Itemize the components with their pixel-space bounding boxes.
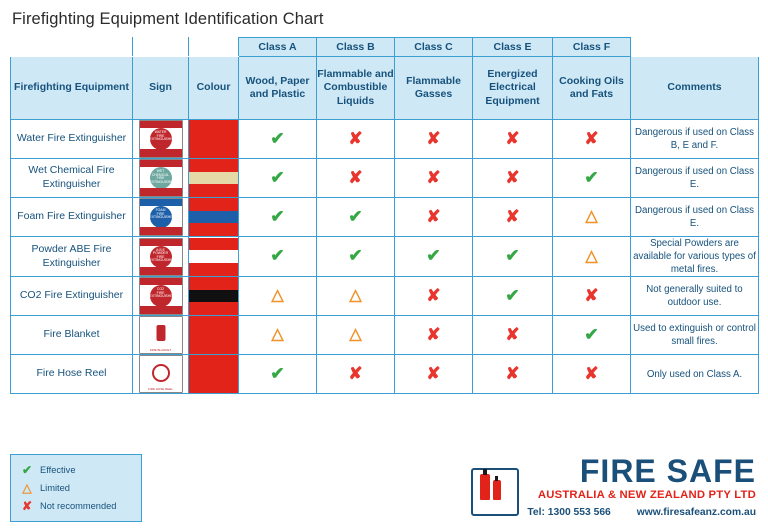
brand-text	[527, 455, 756, 518]
mark-class-c: ✘	[395, 355, 473, 394]
col-class-b-desc: Flammable and Combustible Liquids	[317, 57, 395, 120]
row-equipment-label: Wet Chemical Fire Extinguisher	[11, 159, 133, 198]
col-class-e-desc: Energized Electrical Equipment	[473, 57, 553, 120]
triangle-icon: △	[22, 481, 32, 495]
mark-class-e: ✔	[473, 277, 553, 316]
legend-item-effective	[19, 461, 133, 479]
sign-fire-hose-reel-icon: FIRE HOSE REEL	[133, 355, 189, 394]
mark-class-f: △	[553, 198, 631, 237]
table-header-main	[11, 57, 759, 120]
mark-class-a: △	[239, 277, 317, 316]
tick-icon: ✔	[21, 463, 33, 477]
col-comments: Comments	[631, 57, 759, 120]
legend-item-not-recommended	[19, 497, 133, 515]
row-comment: Special Powders are available for various types of metal fires.	[631, 237, 759, 277]
col-sign: Sign	[133, 57, 189, 120]
mark-class-f: ✘	[553, 120, 631, 159]
equipment-table	[10, 37, 759, 394]
brand-block	[469, 455, 756, 518]
colour-swatch-red	[189, 316, 239, 355]
col-class-a-desc: Wood, Paper and Plastic	[239, 57, 317, 120]
brand-contact	[527, 507, 756, 518]
colour-swatch-red-oatmeal	[189, 159, 239, 198]
mark-class-e: ✘	[473, 159, 553, 198]
colour-swatch-red-black	[189, 277, 239, 316]
mark-class-c: ✘	[395, 120, 473, 159]
table-header-classes	[11, 38, 759, 57]
sign-wet-chemical-fire-extinguisher-icon: WET CHEMICAL FIRE EXTINGUISHER	[133, 159, 189, 198]
legend-label: Effective	[40, 465, 76, 475]
header-class-a: Class A	[239, 38, 317, 57]
table-row	[11, 277, 759, 316]
mark-class-a: △	[239, 316, 317, 355]
row-comment: Only used on Class A.	[631, 355, 759, 394]
mark-class-e: ✔	[473, 237, 553, 277]
header-class-f: Class F	[553, 38, 631, 57]
col-class-f-desc: Cooking Oils and Fats	[553, 57, 631, 120]
sign-foam-fire-extinguisher-icon: FOAM FIRE EXTINGUISHER	[133, 198, 189, 237]
sign-water-fire-extinguisher-icon: WATER FIRE EXTINGUISHER	[133, 120, 189, 159]
colour-swatch-red-white	[189, 237, 239, 277]
row-comment: Dangerous if used on Class E.	[631, 198, 759, 237]
mark-class-b: ✘	[317, 159, 395, 198]
mark-class-b: ✘	[317, 120, 395, 159]
sign-fire-blanket-icon: FIRE BLANKET	[133, 316, 189, 355]
mark-class-c: ✘	[395, 198, 473, 237]
mark-class-f: ✔	[553, 159, 631, 198]
brand-subtitle: AUSTRALIA & NEW ZEALAND PTY LTD	[537, 489, 756, 501]
legend	[10, 454, 142, 522]
brand-name: FIRE SAFE	[579, 453, 756, 489]
mark-class-a: ✔	[239, 198, 317, 237]
mark-class-f: ✘	[553, 277, 631, 316]
mark-class-b: ✔	[317, 198, 395, 237]
row-equipment-label: Fire Hose Reel	[11, 355, 133, 394]
header-spacer-colour	[189, 38, 239, 57]
header-spacer-sign	[133, 38, 189, 57]
mark-class-e: ✘	[473, 198, 553, 237]
table-row	[11, 237, 759, 277]
fire-extinguisher-logo-icon	[469, 464, 517, 516]
colour-swatch-red	[189, 355, 239, 394]
cross-icon: ✘	[21, 499, 33, 513]
mark-class-f: ✔	[553, 316, 631, 355]
legend-label: Limited	[40, 483, 70, 493]
colour-swatch-red-blue	[189, 198, 239, 237]
row-equipment-label: Powder ABE Fire Extinguisher	[11, 237, 133, 277]
row-comment: Used to extinguish or control small fires.	[631, 316, 759, 355]
brand-phone: Tel: 1300 553 566	[527, 507, 611, 518]
row-equipment-label: Water Fire Extinguisher	[11, 120, 133, 159]
mark-class-a: ✔	[239, 237, 317, 277]
col-colour: Colour	[189, 57, 239, 120]
table-row	[11, 159, 759, 198]
sign-co2-fire-extinguisher-icon: CO2 FIRE EXTINGUISHER	[133, 277, 189, 316]
table-row	[11, 120, 759, 159]
page-title: Firefighting Equipment Identification Chart	[12, 10, 324, 28]
header-class-c: Class C	[395, 38, 473, 57]
legend-label: Not recommended	[40, 501, 117, 511]
mark-class-b: ✘	[317, 355, 395, 394]
header-class-b: Class B	[317, 38, 395, 57]
mark-class-e: ✘	[473, 316, 553, 355]
header-class-e: Class E	[473, 38, 553, 57]
mark-class-a: ✔	[239, 120, 317, 159]
table-row	[11, 355, 759, 394]
mark-class-b: ✔	[317, 237, 395, 277]
mark-class-c: ✔	[395, 237, 473, 277]
mark-class-f: ✘	[553, 355, 631, 394]
mark-class-c: ✘	[395, 316, 473, 355]
mark-class-e: ✘	[473, 355, 553, 394]
sign-abe-powder-fire-extinguisher-icon: A:B:E POWDER FIRE EXTINGUISHER	[133, 237, 189, 277]
table-row	[11, 198, 759, 237]
brand-website[interactable]: www.firesafeanz.com.au	[636, 507, 756, 518]
row-equipment-label: Fire Blanket	[11, 316, 133, 355]
colour-swatch-red	[189, 120, 239, 159]
mark-class-f: △	[553, 237, 631, 277]
mark-class-b: △	[317, 316, 395, 355]
row-comment: Dangerous if used on Class B, E and F.	[631, 120, 759, 159]
mark-class-e: ✘	[473, 120, 553, 159]
row-comment: Not generally suited to outdoor use.	[631, 277, 759, 316]
mark-class-c: ✘	[395, 159, 473, 198]
mark-class-a: ✔	[239, 355, 317, 394]
row-comment: Dangerous if used on Class E.	[631, 159, 759, 198]
row-equipment-label: CO2 Fire Extinguisher	[11, 277, 133, 316]
col-equipment: Firefighting Equipment	[11, 57, 133, 120]
mark-class-b: △	[317, 277, 395, 316]
legend-item-limited	[19, 479, 133, 497]
table-row	[11, 316, 759, 355]
mark-class-c: ✘	[395, 277, 473, 316]
mark-class-a: ✔	[239, 159, 317, 198]
col-class-c-desc: Flammable Gasses	[395, 57, 473, 120]
header-spacer-equipment	[11, 38, 133, 57]
row-equipment-label: Foam Fire Extinguisher	[11, 198, 133, 237]
header-spacer-comments	[631, 38, 759, 57]
